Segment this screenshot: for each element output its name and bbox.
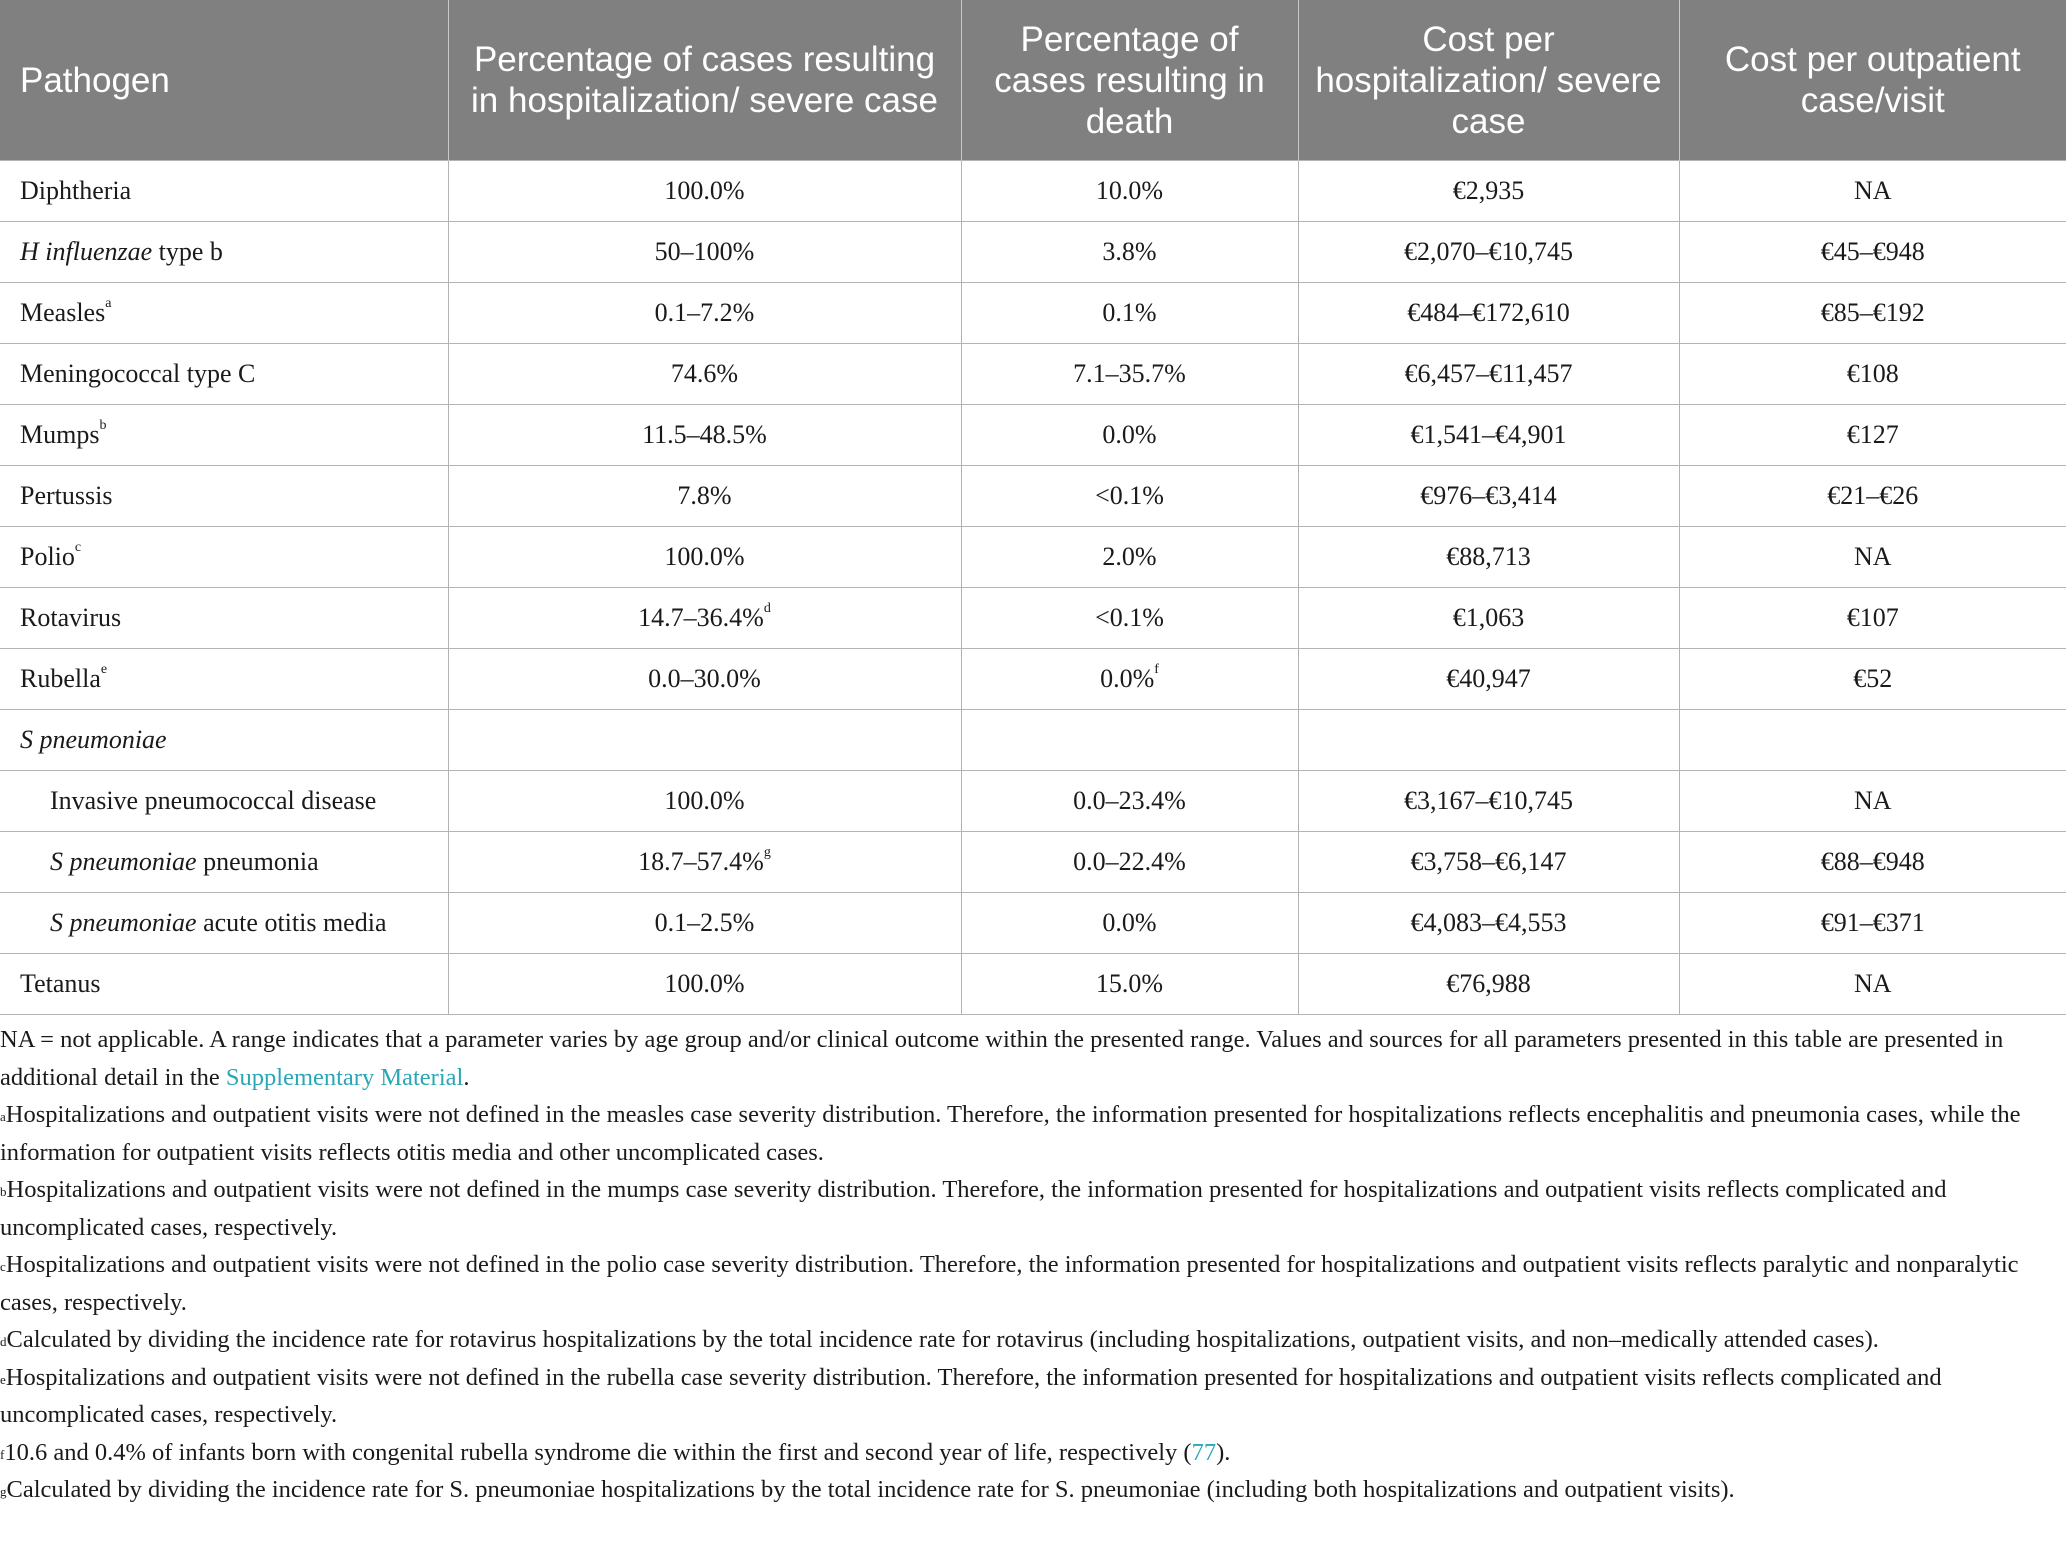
cell-pathogen	[0, 710, 448, 771]
footnote-a	[0, 1096, 2066, 1171]
value: €88–€948	[1820, 847, 1925, 876]
header-cost-hospitalization: Cost per hospitalization/ severe case	[1298, 0, 1679, 161]
table-row	[0, 344, 2066, 405]
cell-death-percent	[961, 710, 1298, 771]
cell-hospitalization-percent	[448, 893, 961, 954]
na-note	[0, 1021, 2066, 1096]
pathogen-name: Rubella	[20, 664, 101, 693]
cell-death-percent	[961, 588, 1298, 649]
cell-death-percent	[961, 954, 1298, 1015]
cell-death-percent	[961, 344, 1298, 405]
cell-hospitalization-percent	[448, 710, 961, 771]
footnote-marker: b	[99, 418, 107, 433]
header-pathogen: Pathogen	[0, 0, 448, 161]
cell-cost-outpatient	[1679, 893, 2066, 954]
value: 0.0–22.4%	[1073, 847, 1186, 876]
footnote-text: Calculated by dividing the incidence rate for rotavirus hospitalizations by the total incidence rate for rotavirus (including hospitalizations, outpatient visits, and non–medically attended cases).	[6, 1326, 1879, 1353]
value: €108	[1846, 359, 1899, 388]
footnote-mark: c	[0, 1259, 6, 1274]
value: 2.0%	[1102, 542, 1157, 571]
value: <0.1%	[1095, 603, 1164, 632]
footnote-b	[0, 1171, 2066, 1246]
footnote-mark: b	[0, 1184, 7, 1199]
footnote-d	[0, 1321, 2066, 1359]
pathogen-name: Diphtheria	[20, 176, 132, 205]
cell-pathogen	[0, 283, 448, 344]
footnote-mark: f	[0, 1446, 5, 1462]
cell-cost-outpatient	[1679, 161, 2066, 222]
cell-hospitalization-percent	[448, 466, 961, 527]
value: 100.0%	[664, 786, 745, 815]
cell-hospitalization-percent	[448, 832, 961, 893]
pathogen-name: Measles	[20, 298, 106, 327]
cell-pathogen	[0, 649, 448, 710]
value: €76,988	[1446, 969, 1531, 998]
pathogen-suffix: acute otitis media	[196, 908, 387, 937]
footnote-marker: d	[763, 601, 771, 616]
value: €2,070–€10,745	[1404, 237, 1573, 266]
cell-death-percent	[961, 771, 1298, 832]
cell-cost-outpatient	[1679, 649, 2066, 710]
cell-cost-hospitalization	[1298, 466, 1679, 527]
cell-hospitalization-percent	[448, 527, 961, 588]
pathogen-name: Polio	[20, 542, 75, 571]
cell-hospitalization-percent	[448, 771, 961, 832]
value: 7.8%	[677, 481, 732, 510]
table-notes	[0, 1015, 2066, 1509]
header-hospitalization-percent: Percentage of cases resulting in hospitalization/ severe case	[448, 0, 961, 161]
value: €3,758–€6,147	[1410, 847, 1567, 876]
cell-hospitalization-percent	[448, 649, 961, 710]
footnote-e	[0, 1359, 2066, 1434]
cell-hospitalization-percent	[448, 222, 961, 283]
table-row	[0, 954, 2066, 1015]
cell-cost-hospitalization	[1298, 161, 1679, 222]
cell-death-percent	[961, 222, 1298, 283]
value: 14.7–36.4%	[638, 603, 764, 632]
value: 10.0%	[1095, 176, 1164, 205]
table-row	[0, 893, 2066, 954]
cell-pathogen	[0, 527, 448, 588]
cell-pathogen	[0, 222, 448, 283]
cell-cost-hospitalization	[1298, 771, 1679, 832]
value: 11.5–48.5%	[642, 420, 767, 449]
value: NA	[1853, 969, 1892, 998]
cell-death-percent	[961, 649, 1298, 710]
cell-cost-outpatient	[1679, 283, 2066, 344]
table-row	[0, 832, 2066, 893]
value: €484–€172,610	[1407, 298, 1570, 327]
pathogen-name: Pertussis	[20, 481, 113, 510]
footnote-mark: g	[0, 1484, 7, 1499]
cell-pathogen	[0, 893, 448, 954]
table-row	[0, 649, 2066, 710]
value: €1,063	[1452, 603, 1525, 632]
pathogen-name: Tetanus	[20, 969, 101, 998]
cell-cost-hospitalization	[1298, 283, 1679, 344]
pathogen-italic: H influenzae	[20, 237, 153, 266]
header-death-percent: Percentage of cases resulting in death	[961, 0, 1298, 161]
footnote-f	[0, 1434, 2066, 1472]
pathogen-italic: S pneumoniae	[50, 908, 197, 937]
table-row	[0, 222, 2066, 283]
value: €107	[1846, 603, 1899, 632]
pathogen-name: Rotavirus	[20, 603, 122, 632]
cell-pathogen	[0, 832, 448, 893]
value: 100.0%	[664, 176, 745, 205]
cell-cost-hospitalization	[1298, 832, 1679, 893]
pathogen-suffix: type b	[152, 237, 223, 266]
cell-death-percent	[961, 405, 1298, 466]
cell-cost-hospitalization	[1298, 344, 1679, 405]
footnote-text: Hospitalizations and outpatient visits were not defined in the polio case severity distribution. Therefore, the information presented for hospitalizations and outpatient visits reflects paralytic and nonparalytic cases, respectively.	[0, 1251, 2019, 1316]
header-cost-outpatient: Cost per outpatient case/visit	[1679, 0, 2066, 161]
footnote-text: Hospitalizations and outpatient visits were not defined in the rubella case severity distribution. Therefore, the information presented for hospitalizations and outpatient visits reflects complicated and uncomplicated cases, respectively.	[0, 1363, 1942, 1428]
footnote-mark: a	[0, 1109, 6, 1124]
value: €976–€3,414	[1420, 481, 1557, 510]
table-row	[0, 527, 2066, 588]
value: NA	[1853, 542, 1892, 571]
footnote-marker: e	[100, 662, 108, 677]
table-row	[0, 588, 2066, 649]
pathogen-italic: S pneumoniae	[50, 847, 197, 876]
footnotes	[0, 1096, 2066, 1434]
cell-cost-outpatient	[1679, 771, 2066, 832]
value: 18.7–57.4%	[638, 847, 764, 876]
cell-cost-hospitalization	[1298, 710, 1679, 771]
value: €88,713	[1446, 542, 1531, 571]
value: NA	[1853, 786, 1892, 815]
value: 0.0%	[1100, 664, 1155, 693]
cell-hospitalization-percent	[448, 954, 961, 1015]
footnote-end: ).	[1216, 1438, 1231, 1466]
value: 3.8%	[1102, 237, 1157, 266]
supplementary-material-link[interactable]: Supplementary Material	[225, 1063, 464, 1091]
na-note-end: .	[463, 1063, 470, 1091]
table-row	[0, 161, 2066, 222]
value: €3,167–€10,745	[1404, 786, 1573, 815]
cell-pathogen	[0, 466, 448, 527]
cell-pathogen	[0, 405, 448, 466]
footnote-c	[0, 1246, 2066, 1321]
pathogen-italic: S pneumoniae	[20, 725, 167, 754]
footnote-marker: c	[74, 540, 82, 555]
value: 0.0%	[1102, 420, 1157, 449]
value: €91–€371	[1820, 908, 1925, 937]
cell-hospitalization-percent	[448, 283, 961, 344]
pathogen-name: Meningococcal type C	[20, 359, 256, 388]
cell-death-percent	[961, 161, 1298, 222]
cell-cost-outpatient	[1679, 588, 2066, 649]
cell-cost-hospitalization	[1298, 893, 1679, 954]
value: <0.1%	[1095, 481, 1164, 510]
footnote-marker: f	[1154, 662, 1159, 677]
cell-cost-outpatient	[1679, 466, 2066, 527]
reference-77-link[interactable]: 77	[1191, 1438, 1217, 1466]
pathogen-suffix: pneumonia	[196, 847, 319, 876]
value: €6,457–€11,457	[1404, 359, 1573, 388]
value: 0.0%	[1102, 908, 1157, 937]
value: 100.0%	[664, 969, 745, 998]
cell-cost-outpatient	[1679, 344, 2066, 405]
value: €4,083–€4,553	[1410, 908, 1567, 937]
cell-cost-hospitalization	[1298, 222, 1679, 283]
cell-cost-outpatient	[1679, 832, 2066, 893]
value: €52	[1853, 664, 1893, 693]
na-note-text: NA = not applicable. A range indicates that a parameter varies by age group and/or clinical outcome within the presented range. Values and sources for all parameters presented in this table are presented in additional detail in the	[0, 1026, 2004, 1091]
table-row	[0, 405, 2066, 466]
value: €45–€948	[1820, 237, 1925, 266]
cell-cost-hospitalization	[1298, 649, 1679, 710]
value: 7.1–35.7%	[1073, 359, 1186, 388]
cell-death-percent	[961, 893, 1298, 954]
cell-hospitalization-percent	[448, 344, 961, 405]
value: 100.0%	[664, 542, 745, 571]
footnote-text: Hospitalizations and outpatient visits were not defined in the mumps case severity distribution. Therefore, the information presented for hospitalizations and outpatient visits reflects complicated and uncomplicated cases, respectively.	[0, 1176, 1947, 1241]
cell-cost-hospitalization	[1298, 588, 1679, 649]
footnote-mark: e	[0, 1371, 6, 1387]
cell-death-percent	[961, 466, 1298, 527]
table-row	[0, 466, 2066, 527]
value: €85–€192	[1820, 298, 1925, 327]
value: €40,947	[1446, 664, 1531, 693]
cell-cost-outpatient	[1679, 405, 2066, 466]
footnote-text: Calculated by dividing the incidence rate for S. pneumoniae hospitalizations by the total incidence rate for S. pneumoniae (including both hospitalizations and outpatient visits).	[6, 1476, 1735, 1503]
table-row	[0, 283, 2066, 344]
cell-hospitalization-percent	[448, 405, 961, 466]
cell-pathogen	[0, 588, 448, 649]
value: 50–100%	[654, 237, 755, 266]
table-body	[0, 161, 2066, 1015]
footnote-marker: a	[105, 296, 112, 311]
cell-pathogen	[0, 771, 448, 832]
pathogen-name: Mumps	[20, 420, 100, 449]
cell-cost-hospitalization	[1298, 527, 1679, 588]
cell-death-percent	[961, 832, 1298, 893]
cell-death-percent	[961, 283, 1298, 344]
cell-cost-outpatient	[1679, 222, 2066, 283]
cell-pathogen	[0, 954, 448, 1015]
value: 15.0%	[1095, 969, 1164, 998]
value: 74.6%	[670, 359, 739, 388]
table-header	[0, 0, 2066, 161]
cell-cost-hospitalization	[1298, 954, 1679, 1015]
cell-pathogen	[0, 161, 448, 222]
value: 0.1–7.2%	[654, 298, 755, 327]
value: €21–€26	[1827, 481, 1919, 510]
value: 0.1%	[1102, 298, 1157, 327]
footnote-g	[0, 1471, 2066, 1509]
cell-hospitalization-percent	[448, 588, 961, 649]
cell-cost-outpatient	[1679, 954, 2066, 1015]
cell-cost-outpatient	[1679, 527, 2066, 588]
table-row	[0, 771, 2066, 832]
cell-cost-hospitalization	[1298, 405, 1679, 466]
value: €2,935	[1452, 176, 1525, 205]
cell-cost-outpatient	[1679, 710, 2066, 771]
footnote-mark: d	[0, 1334, 7, 1349]
cell-hospitalization-percent	[448, 161, 961, 222]
footnote-text: Hospitalizations and outpatient visits were not defined in the measles case severity distribution. Therefore, the information presented for hospitalizations reflects encephalitis and pneumonia cases, while the information for outpatient visits reflects otitis media and other uncomplicated cases.	[0, 1101, 2021, 1166]
value: €127	[1846, 420, 1899, 449]
value: 0.0–23.4%	[1073, 786, 1186, 815]
cell-pathogen	[0, 344, 448, 405]
table-row	[0, 710, 2066, 771]
value: NA	[1853, 176, 1892, 205]
cell-death-percent	[961, 527, 1298, 588]
value: 0.0–30.0%	[648, 664, 761, 693]
value: 0.1–2.5%	[654, 908, 755, 937]
footnote-text: 10.6 and 0.4% of infants born with congenital rubella syndrome die within the first and second year of life, respectively (	[4, 1438, 1192, 1466]
value: €1,541–€4,901	[1410, 420, 1567, 449]
footnote-marker: g	[763, 845, 771, 860]
pathogen-name: Invasive pneumococcal disease	[50, 786, 377, 815]
